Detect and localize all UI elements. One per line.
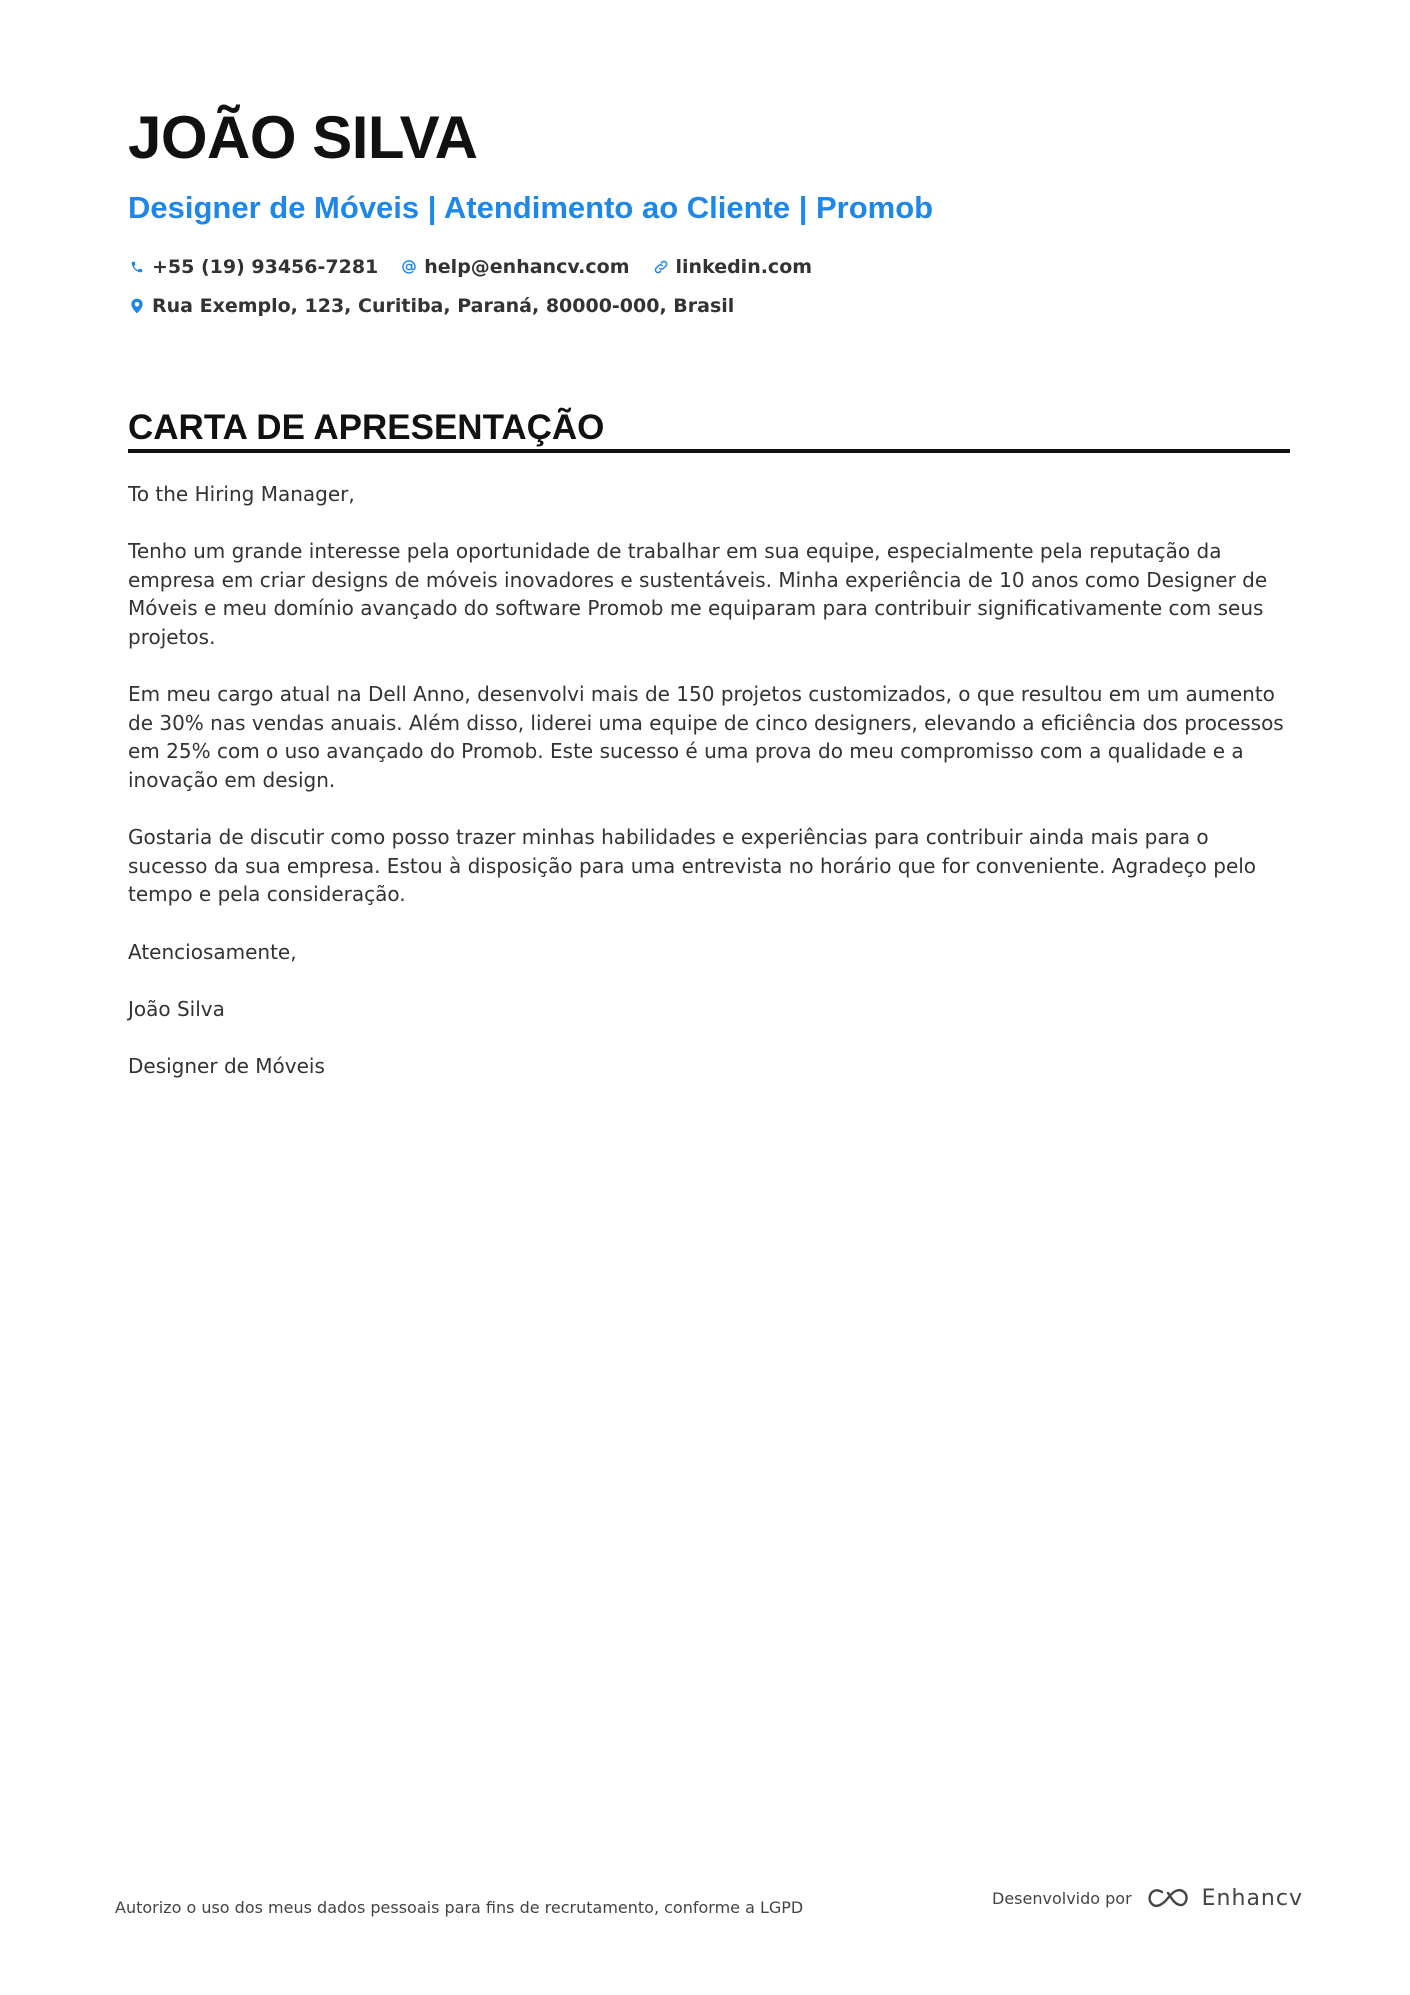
letter-paragraph: Gostaria de discutir como posso trazer minhas habilidades e experiências para contribuir ainda mais para o sucesso da sua empresa. Estou à disposição para uma entrevista no horário que for conveniente. Agradeço pelo tempo e pela consideração.: [128, 825, 1257, 907]
contact-linkedin: [652, 256, 813, 278]
letter-closing: Atenciosamente,: [128, 939, 297, 964]
location-pin-icon: [128, 297, 146, 315]
candidate-title: Designer de Móveis | Atendimento ao Cliente | Promob: [128, 190, 934, 225]
letter-paragraph: Em meu cargo atual na Dell Anno, desenvolvi mais de 150 projetos customizados, o que resultou em um aumento de 30% nas vendas anuais. Além disso, liderei uma equipe de cinco designers, elevando a eficiência dos processos em 25% com o uso avançado do Promob. Este sucesso é uma prova do meu compromisso com a qualidade e a inovação em design.: [128, 682, 1284, 792]
address-text: Rua Exemplo, 123, Curitiba, Paraná, 80000-000, Brasil: [152, 295, 735, 317]
linkedin-text[interactable]: linkedin.com: [675, 256, 813, 278]
contact-email: [400, 256, 629, 278]
section-heading: CARTA DE APRESENTAÇÃO: [128, 408, 605, 447]
candidate-name: JOÃO SILVA: [128, 104, 478, 171]
contact-address: [128, 295, 734, 317]
enhancv-logo-icon: [1144, 1884, 1192, 1912]
signature-name: João Silva: [128, 996, 225, 1021]
address-row: [128, 295, 756, 317]
contact-row: [128, 256, 834, 278]
powered-by-label: Desenvolvido por: [992, 1888, 1132, 1908]
enhancv-logo-text: Enhancv: [1201, 1885, 1303, 1911]
footer-brand[interactable]: [992, 1884, 1303, 1912]
signature-title: Designer de Móveis: [128, 1053, 325, 1078]
phone-icon: [128, 258, 146, 276]
email-text[interactable]: help@enhancv.com: [424, 256, 630, 278]
letter-greeting: To the Hiring Manager,: [128, 482, 355, 506]
letter-paragraph: Tenho um grande interesse pela oportunidade de trabalhar em sua equipe, especialmente pela reputação da empresa em criar designs de móveis inovadores e sustentáveis. Minha experiência de 10 anos como Designer de Móveis e meu domínio avançado do software Promob me equiparam para contribuir significativamente com seus projetos.: [128, 539, 1268, 649]
phone-text[interactable]: +55 (19) 93456-7281: [152, 256, 379, 278]
link-icon: [652, 258, 670, 276]
contact-phone: [128, 256, 378, 278]
letter-body: [128, 480, 1290, 1109]
footer-consent: Autorizo o uso dos meus dados pessoais para fins de recrutamento, conforme a LGPD: [115, 1898, 804, 1917]
at-icon: [400, 258, 418, 276]
section-divider: [128, 449, 1290, 453]
